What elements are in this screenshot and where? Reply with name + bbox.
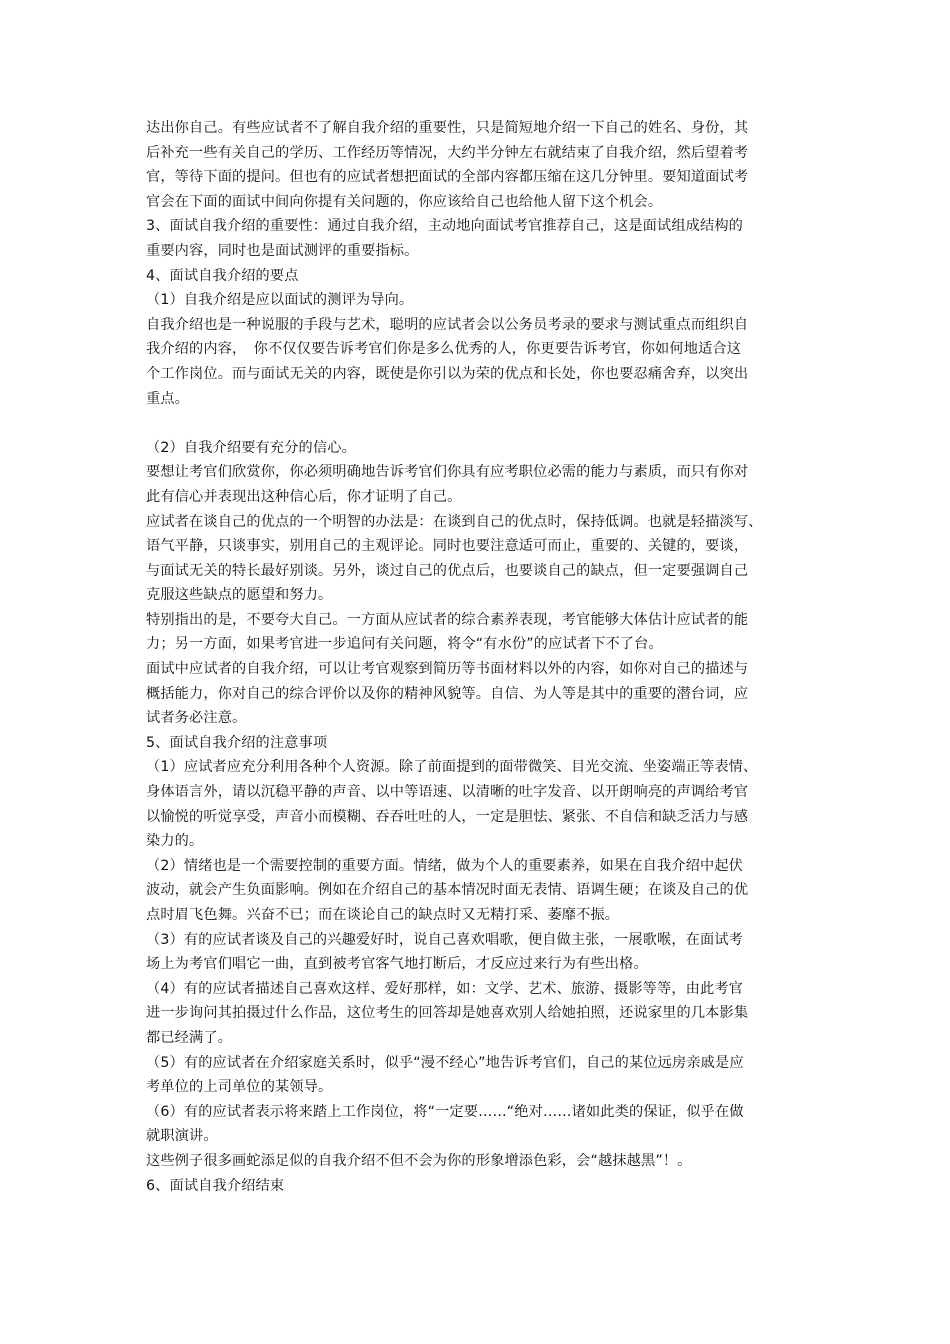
text-line: （2）情绪也是一个需要控制的重要方面。情绪，做为个人的重要素养，如果在自我介绍中起伏 [146,857,744,874]
paragraph [146,977,808,1051]
paragraph [146,854,808,928]
paragraph [146,1149,808,1174]
text-line: 试者务必注意。 [146,710,247,727]
paragraph [146,1051,808,1100]
text-line: 达出你自己。有些应试者不了解自我介绍的重要性，只是简短地介绍一下自己的姓名、身份，其 [146,120,749,136]
text-line: 3、面试自我介绍的重要性：通过自我介绍，主动地向面试考官推荐自己，这是面试组成结构的 [146,218,744,235]
text-line: （5）有的应试者在介绍家庭关系时，似乎“漫不经心”地告诉考官们，自己的某位远房亲戚是应 [146,1054,744,1071]
text-line: 重点。 [146,390,190,407]
text-line: 与面试无关的特长最好别谈。另外，谈过自己的优点后，也要谈自己的缺点，但一定要强调自己 [146,562,749,579]
text-line: 染力的。 [146,833,204,850]
section-heading [146,731,808,756]
paragraph [146,608,808,657]
text-line: 这些例子很多画蛇添足似的自我介绍不但不会为你的形象增添色彩，会“越抹越黑”！。 [146,1152,692,1169]
text-line: 4、面试自我介绍的要点 [146,267,299,284]
paragraph [146,313,808,411]
text-line: （6）有的应试者表示将来踏上工作岗位，将“一定要……“绝对……诸如此类的保证，似乎在做 [146,1103,744,1120]
text-line: （4）有的应试者描述自己喜欢这样、爱好那样，如：文学、艺术、旅游、摄影等等，由此考官 [146,980,744,997]
blank-line [146,411,808,436]
document-body [146,116,808,1198]
paragraph [146,928,808,977]
text-line: 官，等待下面的提问。但也有的应试者想把面试的全部内容都压缩在这几分钟里。要知道面试考 [146,169,749,186]
section-heading [146,264,808,289]
text-line: 5、面试自我介绍的注意事项 [146,734,328,751]
paragraph [146,436,808,461]
text-line: 重要内容，同时也是面试测评的重要指标。 [146,242,419,259]
paragraph [146,288,808,313]
text-line: 点时眉飞色舞。兴奋不已；而在谈论自己的缺点时又无精打采、萎靡不振。 [146,907,620,923]
text-line: （1）应试者应充分利用各种个人资源。除了前面提到的面带微笑、目光交流、坐姿端正等表情、 [146,759,758,776]
paragraph [146,116,808,214]
paragraph [146,1100,808,1149]
text-line: 应试者在谈自己的优点的一个明智的办法是：在谈到自己的优点时，保持低调。也就是轻描淡写、 [146,513,763,530]
text-line: 进一步询问其拍摄过什么作品，这位考生的回答却是她喜欢别人给她拍照，还说家里的几本影集 [146,1005,749,1022]
text-line: 场上为考官们唱它一曲，直到被考官客气地打断后，才反应过来行为有些出格。 [146,956,648,973]
text-line: 面试中应试者的自我介绍，可以让考官观察到简历等书面材料以外的内容，如你对自己的描述与 [146,661,749,678]
text-line: 官会在下面的面试中间向你提有关问题的，你应该给自己也给他人留下这个机会。 [146,193,663,210]
text-line: 以愉悦的听觉享受，声音小而模糊、吞吞吐吐的人，一定是胆怯、紧张、不自信和缺乏活力与感 [146,808,749,825]
text-line: 就职演讲。 [146,1128,218,1145]
text-line: 身体语言外，请以沉稳平静的声音、以中等语速、以清晰的吐字发音、以开朗响亮的声调给考官 [146,784,749,801]
text-line: 我介绍的内容， 你不仅仅要告诉考官们你是多么优秀的人，你更要告诉考官，你如何地适合这 [146,341,742,358]
text-line: （2）自我介绍要有充分的信心。 [146,439,356,456]
text-line: 6、面试自我介绍结束 [146,1177,285,1194]
text-line: 克服这些缺点的愿望和努力。 [146,587,333,604]
text-line: 语气平静，只谈事实，别用自己的主观评论。同时也要注意适可而止，重要的、关键的，要谈， [146,538,749,555]
text-line: 概括能力，你对自己的综合评价以及你的精神风貌等。自信、为人等是其中的重要的潜台词，应 [146,685,749,702]
text-line: 个工作岗位。而与面试无关的内容，既使是你引以为荣的优点和长处，你也要忍痛舍弃，以突出 [146,365,749,382]
text-line: （1）自我介绍是应以面试的测评为导向。 [146,292,414,309]
text-line: 后补充一些有关自己的学历、工作经历等情况，大约半分钟左右就结束了自我介绍，然后望着考 [146,144,749,161]
paragraph [146,214,808,263]
text-line: 考单位的上司单位的某领导。 [146,1079,333,1096]
section-heading [146,1174,808,1199]
text-line: 都已经满了。 [146,1029,233,1046]
text-line: 波动，就会产生负面影响。例如在介绍自己的基本情况时面无表情、语调生硬；在谈及自己的优 [146,882,749,899]
paragraph [146,755,808,853]
paragraph [146,510,808,608]
text-line: 此有信心并表现出这种信心后，你才证明了自己。 [146,488,462,505]
paragraph [146,460,808,509]
text-line: 特别指出的是，不要夸大自己。一方面从应试者的综合素养表现，考官能够大体估计应试者的能 [146,611,749,628]
text-line: 要想让考官们欣赏你，你必须明确地告诉考官们你具有应考职位必需的能力与素质，而只有你对 [146,464,749,481]
text-line: （3）有的应试者谈及自己的兴趣爱好时，说自己喜欢唱歌，便自做主张，一展歌喉，在面试考 [146,931,744,948]
text-line: 力；另一方面，如果考官进一步追问有关问题，将令“有水份”的应试者下不了台。 [146,636,663,653]
text-line: 自我介绍也是一种说服的手段与艺术，聪明的应试者会以公务员考录的要求与测试重点而组织自 [146,316,749,333]
paragraph [146,657,808,731]
